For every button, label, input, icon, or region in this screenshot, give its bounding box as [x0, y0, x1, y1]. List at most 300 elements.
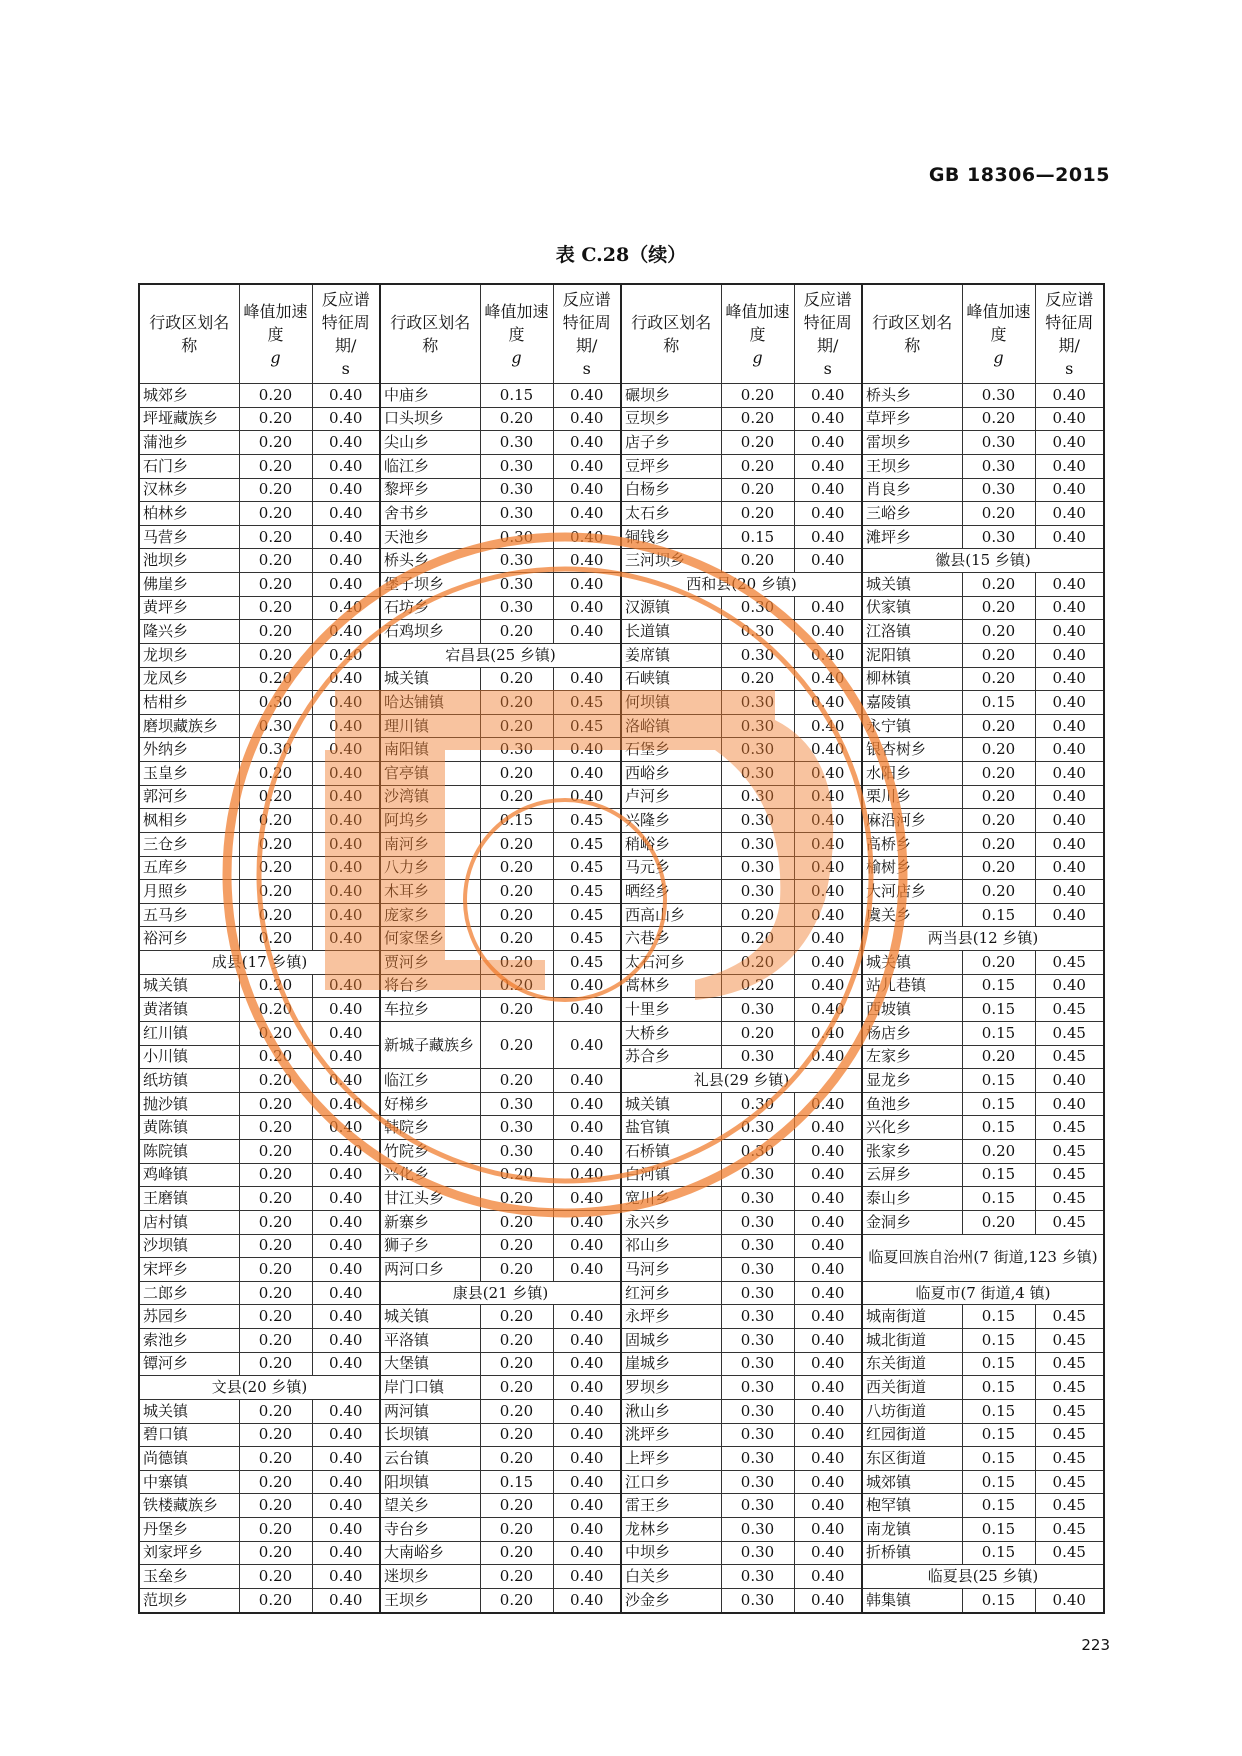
period-cell: 0.45 [1035, 1541, 1104, 1565]
name-cell: 榆树乡 [862, 856, 962, 880]
name-cell: 金洞乡 [862, 1210, 962, 1234]
name-cell: 黄坪乡 [139, 596, 239, 620]
period-cell: 0.45 [553, 856, 621, 880]
table-row [139, 714, 1104, 738]
name-cell: 池坝乡 [139, 549, 239, 573]
pga-cell: 0.20 [239, 856, 312, 880]
pga-cell: 0.30 [721, 1518, 794, 1542]
pga-cell: 0.20 [721, 478, 794, 502]
pga-cell: 0.30 [480, 738, 553, 762]
period-cell: 0.40 [794, 738, 862, 762]
period-cell: 0.40 [312, 691, 380, 715]
period-cell: 0.40 [794, 998, 862, 1022]
name-cell: 姜席镇 [621, 643, 721, 667]
period-cell: 0.40 [312, 384, 380, 408]
pga-cell: 0.20 [239, 1518, 312, 1542]
name-cell: 豆坪乡 [621, 454, 721, 478]
name-cell: 店子乡 [621, 431, 721, 455]
pga-cell: 0.20 [480, 951, 553, 975]
name-cell: 长坝镇 [380, 1423, 480, 1447]
name-cell: 黄渚镇 [139, 998, 239, 1022]
pga-cell: 0.20 [480, 1329, 553, 1353]
county-header: 西和县(20 乡镇) [621, 573, 862, 597]
pga-cell: 0.20 [721, 667, 794, 691]
pga-cell: 0.30 [721, 1376, 794, 1400]
pga-cell: 0.20 [480, 1305, 553, 1329]
period-cell: 0.40 [794, 1116, 862, 1140]
table-row [139, 1187, 1104, 1211]
period-cell: 0.40 [794, 951, 862, 975]
name-cell: 临江乡 [380, 454, 480, 478]
name-cell: 理川镇 [380, 714, 480, 738]
name-cell: 兴隆乡 [621, 809, 721, 833]
name-cell: 左家乡 [862, 1045, 962, 1069]
period-cell: 0.45 [1035, 1045, 1104, 1069]
pga-cell: 0.20 [480, 832, 553, 856]
name-cell: 临江乡 [380, 1069, 480, 1093]
name-cell: 大桥乡 [621, 1021, 721, 1045]
period-cell: 0.40 [1035, 478, 1104, 502]
pga-cell: 0.20 [239, 809, 312, 833]
pga-cell: 0.30 [480, 478, 553, 502]
period-cell: 0.40 [1035, 903, 1104, 927]
period-cell: 0.40 [794, 880, 862, 904]
table-row [139, 1021, 1104, 1045]
name-cell: 尖山乡 [380, 431, 480, 455]
name-cell: 王坝乡 [862, 454, 962, 478]
period-cell: 0.40 [553, 549, 621, 573]
pga-cell: 0.30 [962, 525, 1035, 549]
pga-cell: 0.20 [480, 1187, 553, 1211]
period-cell: 0.40 [794, 1092, 862, 1116]
name-cell: 贾河乡 [380, 951, 480, 975]
pga-cell: 0.20 [962, 502, 1035, 526]
period-cell: 0.40 [794, 1021, 862, 1045]
pga-cell: 0.20 [239, 1588, 312, 1613]
period-cell: 0.40 [794, 478, 862, 502]
period-cell: 0.40 [794, 832, 862, 856]
name-cell: 洛峪镇 [621, 714, 721, 738]
table-row [139, 762, 1104, 786]
pga-cell: 0.30 [962, 478, 1035, 502]
period-cell: 0.40 [312, 407, 380, 431]
pga-cell: 0.30 [721, 691, 794, 715]
name-cell: 雷坝乡 [862, 431, 962, 455]
pga-cell: 0.20 [962, 832, 1035, 856]
name-cell: 黎坪乡 [380, 478, 480, 502]
name-cell: 铜钱乡 [621, 525, 721, 549]
period-cell: 0.45 [1035, 1423, 1104, 1447]
period-cell: 0.40 [312, 1352, 380, 1376]
name-cell: 迷坝乡 [380, 1565, 480, 1589]
name-cell: 五库乡 [139, 856, 239, 880]
name-cell: 盐官镇 [621, 1116, 721, 1140]
period-cell: 0.40 [312, 620, 380, 644]
name-cell: 沙金乡 [621, 1588, 721, 1613]
period-cell: 0.40 [312, 1281, 380, 1305]
pga-cell: 0.30 [721, 762, 794, 786]
name-cell: 范坝乡 [139, 1588, 239, 1613]
period-cell: 0.40 [553, 1565, 621, 1589]
name-cell: 三河坝乡 [621, 549, 721, 573]
table-row [139, 1234, 1104, 1258]
name-cell: 显龙乡 [862, 1069, 962, 1093]
name-cell: 望关乡 [380, 1494, 480, 1518]
table-row [139, 573, 1104, 597]
pga-cell: 0.20 [239, 478, 312, 502]
pga-cell: 0.20 [239, 1069, 312, 1093]
name-cell: 晒经乡 [621, 880, 721, 904]
period-cell: 0.45 [1035, 1305, 1104, 1329]
col-header-period: 反应谱特征周期/ s [312, 284, 380, 384]
pga-cell: 0.20 [239, 927, 312, 951]
name-cell: 铁楼藏族乡 [139, 1494, 239, 1518]
col-header-period: 反应谱特征周期/ s [553, 284, 621, 384]
period-cell: 0.40 [794, 384, 862, 408]
pga-cell: 0.20 [480, 1447, 553, 1471]
name-cell: 沙湾镇 [380, 785, 480, 809]
name-cell: 阳坝镇 [380, 1470, 480, 1494]
name-cell: 东区街道 [862, 1447, 962, 1471]
period-cell: 0.40 [312, 1210, 380, 1234]
name-cell: 碾坝乡 [621, 384, 721, 408]
pga-cell: 0.20 [239, 1092, 312, 1116]
name-cell: 洮坪乡 [621, 1423, 721, 1447]
name-cell: 小川镇 [139, 1045, 239, 1069]
pga-cell: 0.30 [721, 1541, 794, 1565]
period-cell: 0.40 [312, 549, 380, 573]
name-cell: 龙坝乡 [139, 643, 239, 667]
period-cell: 0.40 [553, 1092, 621, 1116]
period-cell: 0.40 [1035, 785, 1104, 809]
name-cell: 龙凤乡 [139, 667, 239, 691]
period-cell: 0.40 [794, 1588, 862, 1613]
name-cell: 庞家乡 [380, 903, 480, 927]
table-row [139, 1352, 1104, 1376]
name-cell: 枫相乡 [139, 809, 239, 833]
period-cell: 0.40 [553, 573, 621, 597]
name-cell: 月照乡 [139, 880, 239, 904]
name-cell: 城南街道 [862, 1305, 962, 1329]
name-cell: 蒲池乡 [139, 431, 239, 455]
table-row [139, 903, 1104, 927]
period-cell: 0.40 [794, 1258, 862, 1282]
pga-cell: 0.30 [721, 1281, 794, 1305]
period-cell: 0.40 [553, 1116, 621, 1140]
pga-cell: 0.20 [239, 1447, 312, 1471]
name-cell: 石桥镇 [621, 1140, 721, 1164]
pga-cell: 0.15 [962, 974, 1035, 998]
pga-cell: 0.20 [480, 1021, 553, 1068]
period-cell: 0.40 [1035, 1588, 1104, 1613]
period-cell: 0.40 [553, 502, 621, 526]
name-cell: 杨店乡 [862, 1021, 962, 1045]
pga-cell: 0.20 [962, 643, 1035, 667]
pga-cell: 0.20 [962, 573, 1035, 597]
name-cell: 罗坝乡 [621, 1376, 721, 1400]
pga-cell: 0.30 [721, 1447, 794, 1471]
table-row [139, 1140, 1104, 1164]
pga-cell: 0.30 [721, 1423, 794, 1447]
period-cell: 0.40 [312, 1234, 380, 1258]
pga-cell: 0.30 [721, 1163, 794, 1187]
pga-cell: 0.20 [721, 974, 794, 998]
pga-cell: 0.20 [721, 951, 794, 975]
pga-cell: 0.15 [480, 384, 553, 408]
pga-cell: 0.20 [721, 1021, 794, 1045]
name-cell: 永宁镇 [862, 714, 962, 738]
pga-cell: 0.30 [721, 643, 794, 667]
name-cell: 八力乡 [380, 856, 480, 880]
period-cell: 0.45 [1035, 1376, 1104, 1400]
period-cell: 0.40 [794, 1376, 862, 1400]
page-number: 223 [1081, 1636, 1110, 1654]
pga-cell: 0.20 [239, 454, 312, 478]
period-cell: 0.45 [1035, 1399, 1104, 1423]
pga-cell: 0.20 [480, 998, 553, 1022]
table-row [139, 785, 1104, 809]
period-cell: 0.40 [1035, 809, 1104, 833]
table-row [139, 478, 1104, 502]
name-cell: 寺台乡 [380, 1518, 480, 1542]
col-header-pga: 峰值加速度 g [239, 284, 312, 384]
name-cell: 太石河乡 [621, 951, 721, 975]
name-cell: 马河乡 [621, 1258, 721, 1282]
period-cell: 0.40 [553, 1021, 621, 1068]
pga-cell: 0.15 [962, 903, 1035, 927]
name-cell: 鱼池乡 [862, 1092, 962, 1116]
period-cell: 0.40 [794, 454, 862, 478]
pga-cell: 0.20 [239, 998, 312, 1022]
county-header: 成县(17 乡镇) [139, 951, 380, 975]
table-row [139, 1281, 1104, 1305]
pga-cell: 0.20 [962, 596, 1035, 620]
period-cell: 0.40 [312, 1045, 380, 1069]
name-cell: 马元乡 [621, 856, 721, 880]
period-cell: 0.40 [553, 738, 621, 762]
period-cell: 0.40 [1035, 620, 1104, 644]
period-cell: 0.40 [553, 620, 621, 644]
pga-cell: 0.20 [239, 407, 312, 431]
pga-cell: 0.20 [239, 1494, 312, 1518]
col-header-name: 行政区划名称 [139, 284, 239, 384]
period-cell: 0.40 [794, 549, 862, 573]
seismic-parameter-table [138, 283, 1105, 1614]
col-header-pga: 峰值加速度 g [480, 284, 553, 384]
table-row [139, 856, 1104, 880]
pga-cell: 0.30 [721, 785, 794, 809]
table-row [139, 927, 1104, 951]
period-cell: 0.40 [553, 1376, 621, 1400]
period-cell: 0.40 [312, 880, 380, 904]
name-cell: 固城乡 [621, 1329, 721, 1353]
county-header: 两当县(12 乡镇) [862, 927, 1104, 951]
pga-cell: 0.20 [721, 502, 794, 526]
period-cell: 0.40 [553, 1210, 621, 1234]
name-cell: 两河镇 [380, 1399, 480, 1423]
pga-cell: 0.30 [239, 691, 312, 715]
name-cell: 桥头乡 [380, 549, 480, 573]
period-cell: 0.40 [312, 596, 380, 620]
pga-cell: 0.20 [962, 951, 1035, 975]
period-cell: 0.40 [794, 525, 862, 549]
pga-cell: 0.20 [239, 1305, 312, 1329]
name-cell: 玉垒乡 [139, 1565, 239, 1589]
pga-cell: 0.30 [721, 1187, 794, 1211]
period-cell: 0.45 [1035, 1116, 1104, 1140]
pga-cell: 0.15 [480, 1470, 553, 1494]
period-cell: 0.40 [553, 1140, 621, 1164]
pga-cell: 0.30 [721, 998, 794, 1022]
table-row [139, 643, 1104, 667]
pga-cell: 0.15 [962, 1092, 1035, 1116]
period-cell: 0.40 [794, 691, 862, 715]
name-cell: 狮子乡 [380, 1234, 480, 1258]
pga-cell: 0.20 [480, 407, 553, 431]
name-cell: 车拉乡 [380, 998, 480, 1022]
pga-cell: 0.20 [239, 596, 312, 620]
table-row [139, 1163, 1104, 1187]
pga-cell: 0.15 [962, 1423, 1035, 1447]
name-cell: 口头坝乡 [380, 407, 480, 431]
name-cell: 抛沙镇 [139, 1092, 239, 1116]
period-cell: 0.40 [794, 1352, 862, 1376]
pga-cell: 0.30 [721, 809, 794, 833]
pga-cell: 0.20 [239, 880, 312, 904]
name-cell: 石堡乡 [621, 738, 721, 762]
name-cell: 八坊街道 [862, 1399, 962, 1423]
pga-cell: 0.30 [480, 1116, 553, 1140]
period-cell: 0.40 [794, 1494, 862, 1518]
table-row [139, 1092, 1104, 1116]
pga-cell: 0.15 [962, 1305, 1035, 1329]
table-row [139, 1305, 1104, 1329]
name-cell: 平洛镇 [380, 1329, 480, 1353]
table-row [139, 691, 1104, 715]
pga-cell: 0.20 [480, 1518, 553, 1542]
period-cell: 0.40 [1035, 1092, 1104, 1116]
period-cell: 0.40 [312, 856, 380, 880]
name-cell: 城关镇 [862, 951, 962, 975]
pga-cell: 0.30 [480, 431, 553, 455]
pga-cell: 0.30 [721, 1045, 794, 1069]
name-cell: 城关镇 [862, 573, 962, 597]
period-cell: 0.40 [553, 454, 621, 478]
period-cell: 0.40 [553, 1423, 621, 1447]
period-cell: 0.40 [553, 1399, 621, 1423]
period-cell: 0.45 [553, 809, 621, 833]
pga-cell: 0.20 [721, 407, 794, 431]
name-cell: 二郎乡 [139, 1281, 239, 1305]
pga-cell: 0.30 [721, 1470, 794, 1494]
period-cell: 0.40 [553, 596, 621, 620]
table-header-row [139, 284, 1104, 384]
period-cell: 0.40 [1035, 738, 1104, 762]
pga-cell: 0.15 [962, 1163, 1035, 1187]
pga-cell: 0.30 [721, 1258, 794, 1282]
pga-cell: 0.20 [962, 762, 1035, 786]
pga-cell: 0.20 [480, 1210, 553, 1234]
pga-cell: 0.30 [721, 714, 794, 738]
period-cell: 0.40 [312, 809, 380, 833]
pga-cell: 0.30 [721, 1210, 794, 1234]
name-cell: 好梯乡 [380, 1092, 480, 1116]
pga-cell: 0.20 [962, 785, 1035, 809]
table-row [139, 738, 1104, 762]
name-cell: 滩坪乡 [862, 525, 962, 549]
pga-cell: 0.20 [239, 549, 312, 573]
pga-cell: 0.15 [480, 809, 553, 833]
period-cell: 0.45 [1035, 1470, 1104, 1494]
name-cell: 佛崖乡 [139, 573, 239, 597]
pga-cell: 0.20 [721, 384, 794, 408]
table-row [139, 431, 1104, 455]
name-cell: 银杏树乡 [862, 738, 962, 762]
period-cell: 0.40 [312, 1447, 380, 1471]
pga-cell: 0.30 [480, 573, 553, 597]
pga-cell: 0.15 [962, 1116, 1035, 1140]
period-cell: 0.40 [1035, 643, 1104, 667]
period-cell: 0.45 [553, 691, 621, 715]
pga-cell: 0.20 [239, 643, 312, 667]
pga-cell: 0.15 [962, 1069, 1035, 1093]
col-header-period: 反应谱特征周期/ s [794, 284, 862, 384]
pga-cell: 0.30 [721, 1399, 794, 1423]
pga-cell: 0.15 [962, 1518, 1035, 1542]
name-cell: 官亭镇 [380, 762, 480, 786]
table-row [139, 1447, 1104, 1471]
period-cell: 0.40 [1035, 431, 1104, 455]
pga-cell: 0.30 [480, 596, 553, 620]
name-cell: 虞关乡 [862, 903, 962, 927]
name-cell: 枹罕镇 [862, 1494, 962, 1518]
period-cell: 0.40 [312, 1187, 380, 1211]
period-cell: 0.40 [1035, 384, 1104, 408]
pga-cell: 0.20 [480, 1565, 553, 1589]
pga-cell: 0.15 [962, 691, 1035, 715]
table-row [139, 1045, 1104, 1069]
pga-cell: 0.30 [721, 880, 794, 904]
name-cell: 何家堡乡 [380, 927, 480, 951]
period-cell: 0.40 [312, 1140, 380, 1164]
pga-cell: 0.20 [239, 431, 312, 455]
col-header-pga: 峰值加速度 g [962, 284, 1035, 384]
pga-cell: 0.20 [239, 1187, 312, 1211]
pga-cell: 0.20 [239, 525, 312, 549]
name-cell: 宋坪乡 [139, 1258, 239, 1282]
pga-cell: 0.20 [480, 903, 553, 927]
pga-cell: 0.20 [480, 1423, 553, 1447]
period-cell: 0.40 [312, 1163, 380, 1187]
name-cell: 玉皇乡 [139, 762, 239, 786]
period-cell: 0.45 [1035, 1163, 1104, 1187]
pga-cell: 0.30 [721, 738, 794, 762]
name-cell: 白杨乡 [621, 478, 721, 502]
name-cell: 红园街道 [862, 1423, 962, 1447]
period-cell: 0.40 [794, 1565, 862, 1589]
name-cell: 水阳乡 [862, 762, 962, 786]
period-cell: 0.40 [312, 1470, 380, 1494]
pga-cell: 0.20 [480, 691, 553, 715]
pga-cell: 0.30 [480, 1140, 553, 1164]
prefecture-header: 临夏回族自治州(7 街道,123 乡镇) [862, 1234, 1104, 1281]
pga-cell: 0.15 [962, 1494, 1035, 1518]
period-cell: 0.40 [553, 1258, 621, 1282]
period-cell: 0.40 [553, 1541, 621, 1565]
table-row [139, 620, 1104, 644]
pga-cell: 0.20 [239, 1423, 312, 1447]
name-cell: 站儿巷镇 [862, 974, 962, 998]
